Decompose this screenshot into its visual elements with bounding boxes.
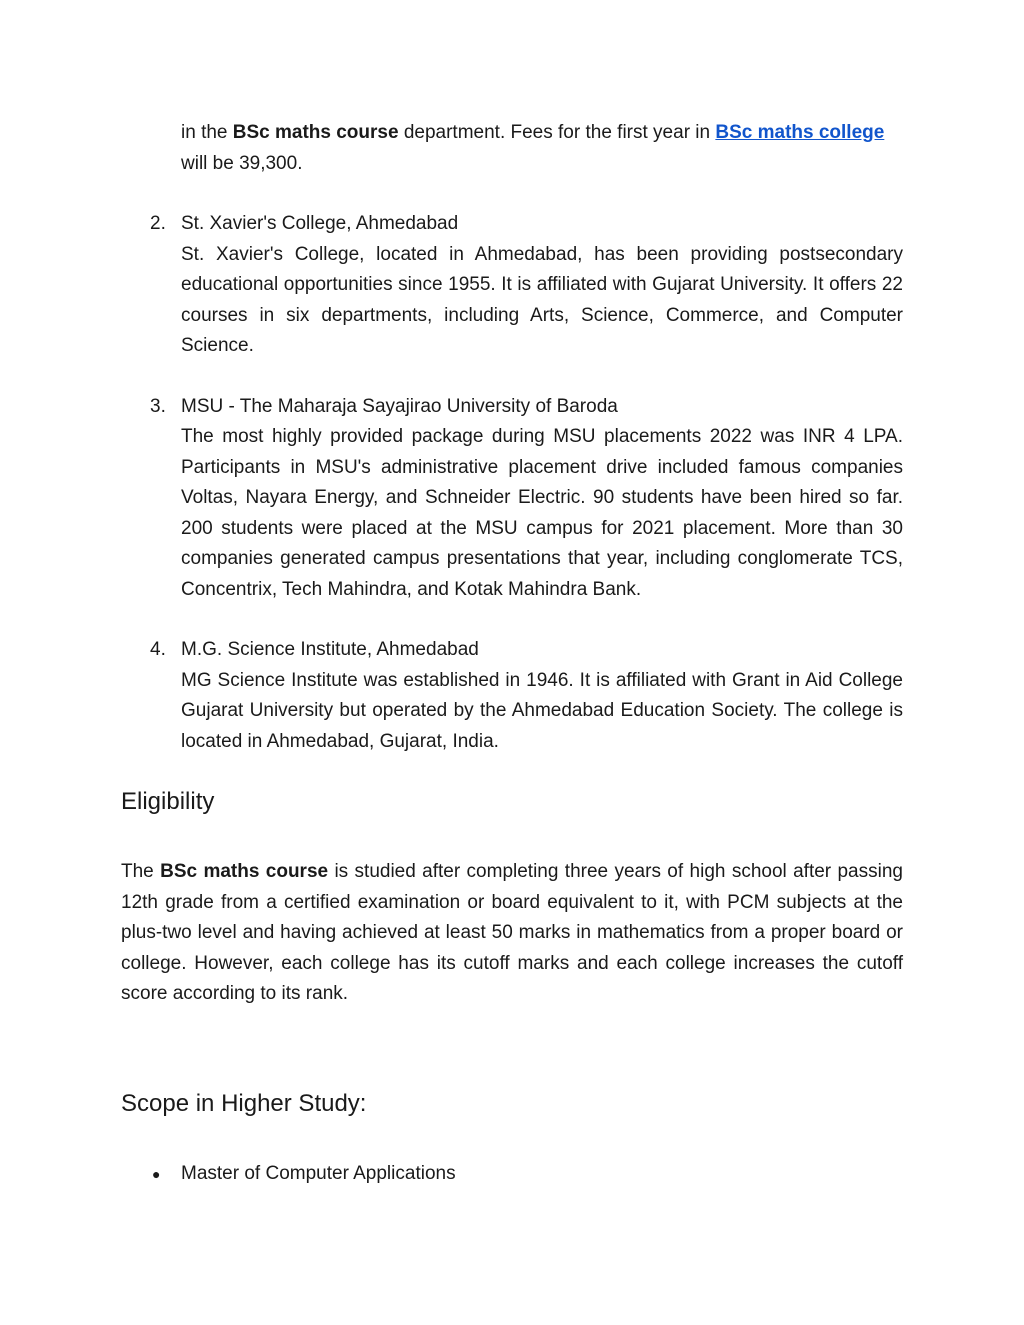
college-description: MG Science Institute was established in 1946. It is affiliated with Grant in Aid College Gujarat University but operated by the Ahmedabad Education Society. The college is located in Ahmedabad, Gujarat, India. [181, 669, 903, 752]
eligibility-text-1: The [121, 861, 161, 882]
college-description: The most highly provided package during MSU placements 2022 was INR 4 LPA. Participants in MSU's administrative placement drive included famous companies Voltas, Nayara Energy, and Schneider Electric. 90 students have been hired so far. 200 students were placed at the MSU campus for 2021 placement. More than 30 companies generated campus presentations that year, including conglomerate TCS, Concentrix, Tech Mahindra, and Kotak Mahindra Bank. [181, 426, 903, 600]
intro-bold-course: BSc maths course [232, 122, 399, 143]
eligibility-bold-course: BSc maths course [160, 861, 329, 882]
college-title: St. Xavier's College, Ahmedabad [181, 213, 459, 234]
college-title: MSU - The Maharaja Sayajirao University of Baroda [181, 395, 618, 417]
bullet-icon: ● [152, 1165, 161, 1182]
intro-text-2: department. Fees for the first year in [398, 122, 716, 143]
college-item [121, 392, 903, 606]
college-title: M.G. Science Institute, Ahmedabad [181, 639, 479, 660]
list-item [121, 1159, 903, 1190]
list-item-label: Master of Computer Applications [181, 1162, 456, 1184]
eligibility-heading: Eligibility [121, 788, 215, 815]
document-page [121, 118, 903, 1189]
scope-list [121, 1159, 903, 1190]
eligibility-text-2: is studied after completing three years of high school after passing 12th grade from a certified examination or board equivalent to it, with PCM subjects at the plus-two level and having achieved at least 50 marks in mathematics from a proper board or college. However, each college has its cutoff marks and each college increases the cutoff score according to its rank. [121, 861, 903, 1004]
eligibility-paragraph [121, 857, 903, 1010]
bsc-maths-college-link[interactable]: BSc maths college [715, 122, 885, 143]
scope-heading: Scope in Higher Study: [121, 1089, 367, 1117]
list-number: 2. [150, 213, 166, 234]
college-description: St. Xavier's College, located in Ahmedabad, has been providing postsecondary educational opportunities since 1955. It is affiliated with Gujarat University. It offers 22 courses in six departments, including Arts, Science, Commerce, and Computer Science. [181, 243, 903, 356]
college-item [121, 209, 903, 362]
list-number: 4. [150, 639, 166, 660]
college-item [121, 635, 903, 757]
intro-text-3: will be 39,300. [181, 152, 303, 174]
intro-paragraph [121, 118, 903, 179]
intro-text-1: in the [181, 122, 233, 143]
list-number: 3. [150, 395, 166, 417]
